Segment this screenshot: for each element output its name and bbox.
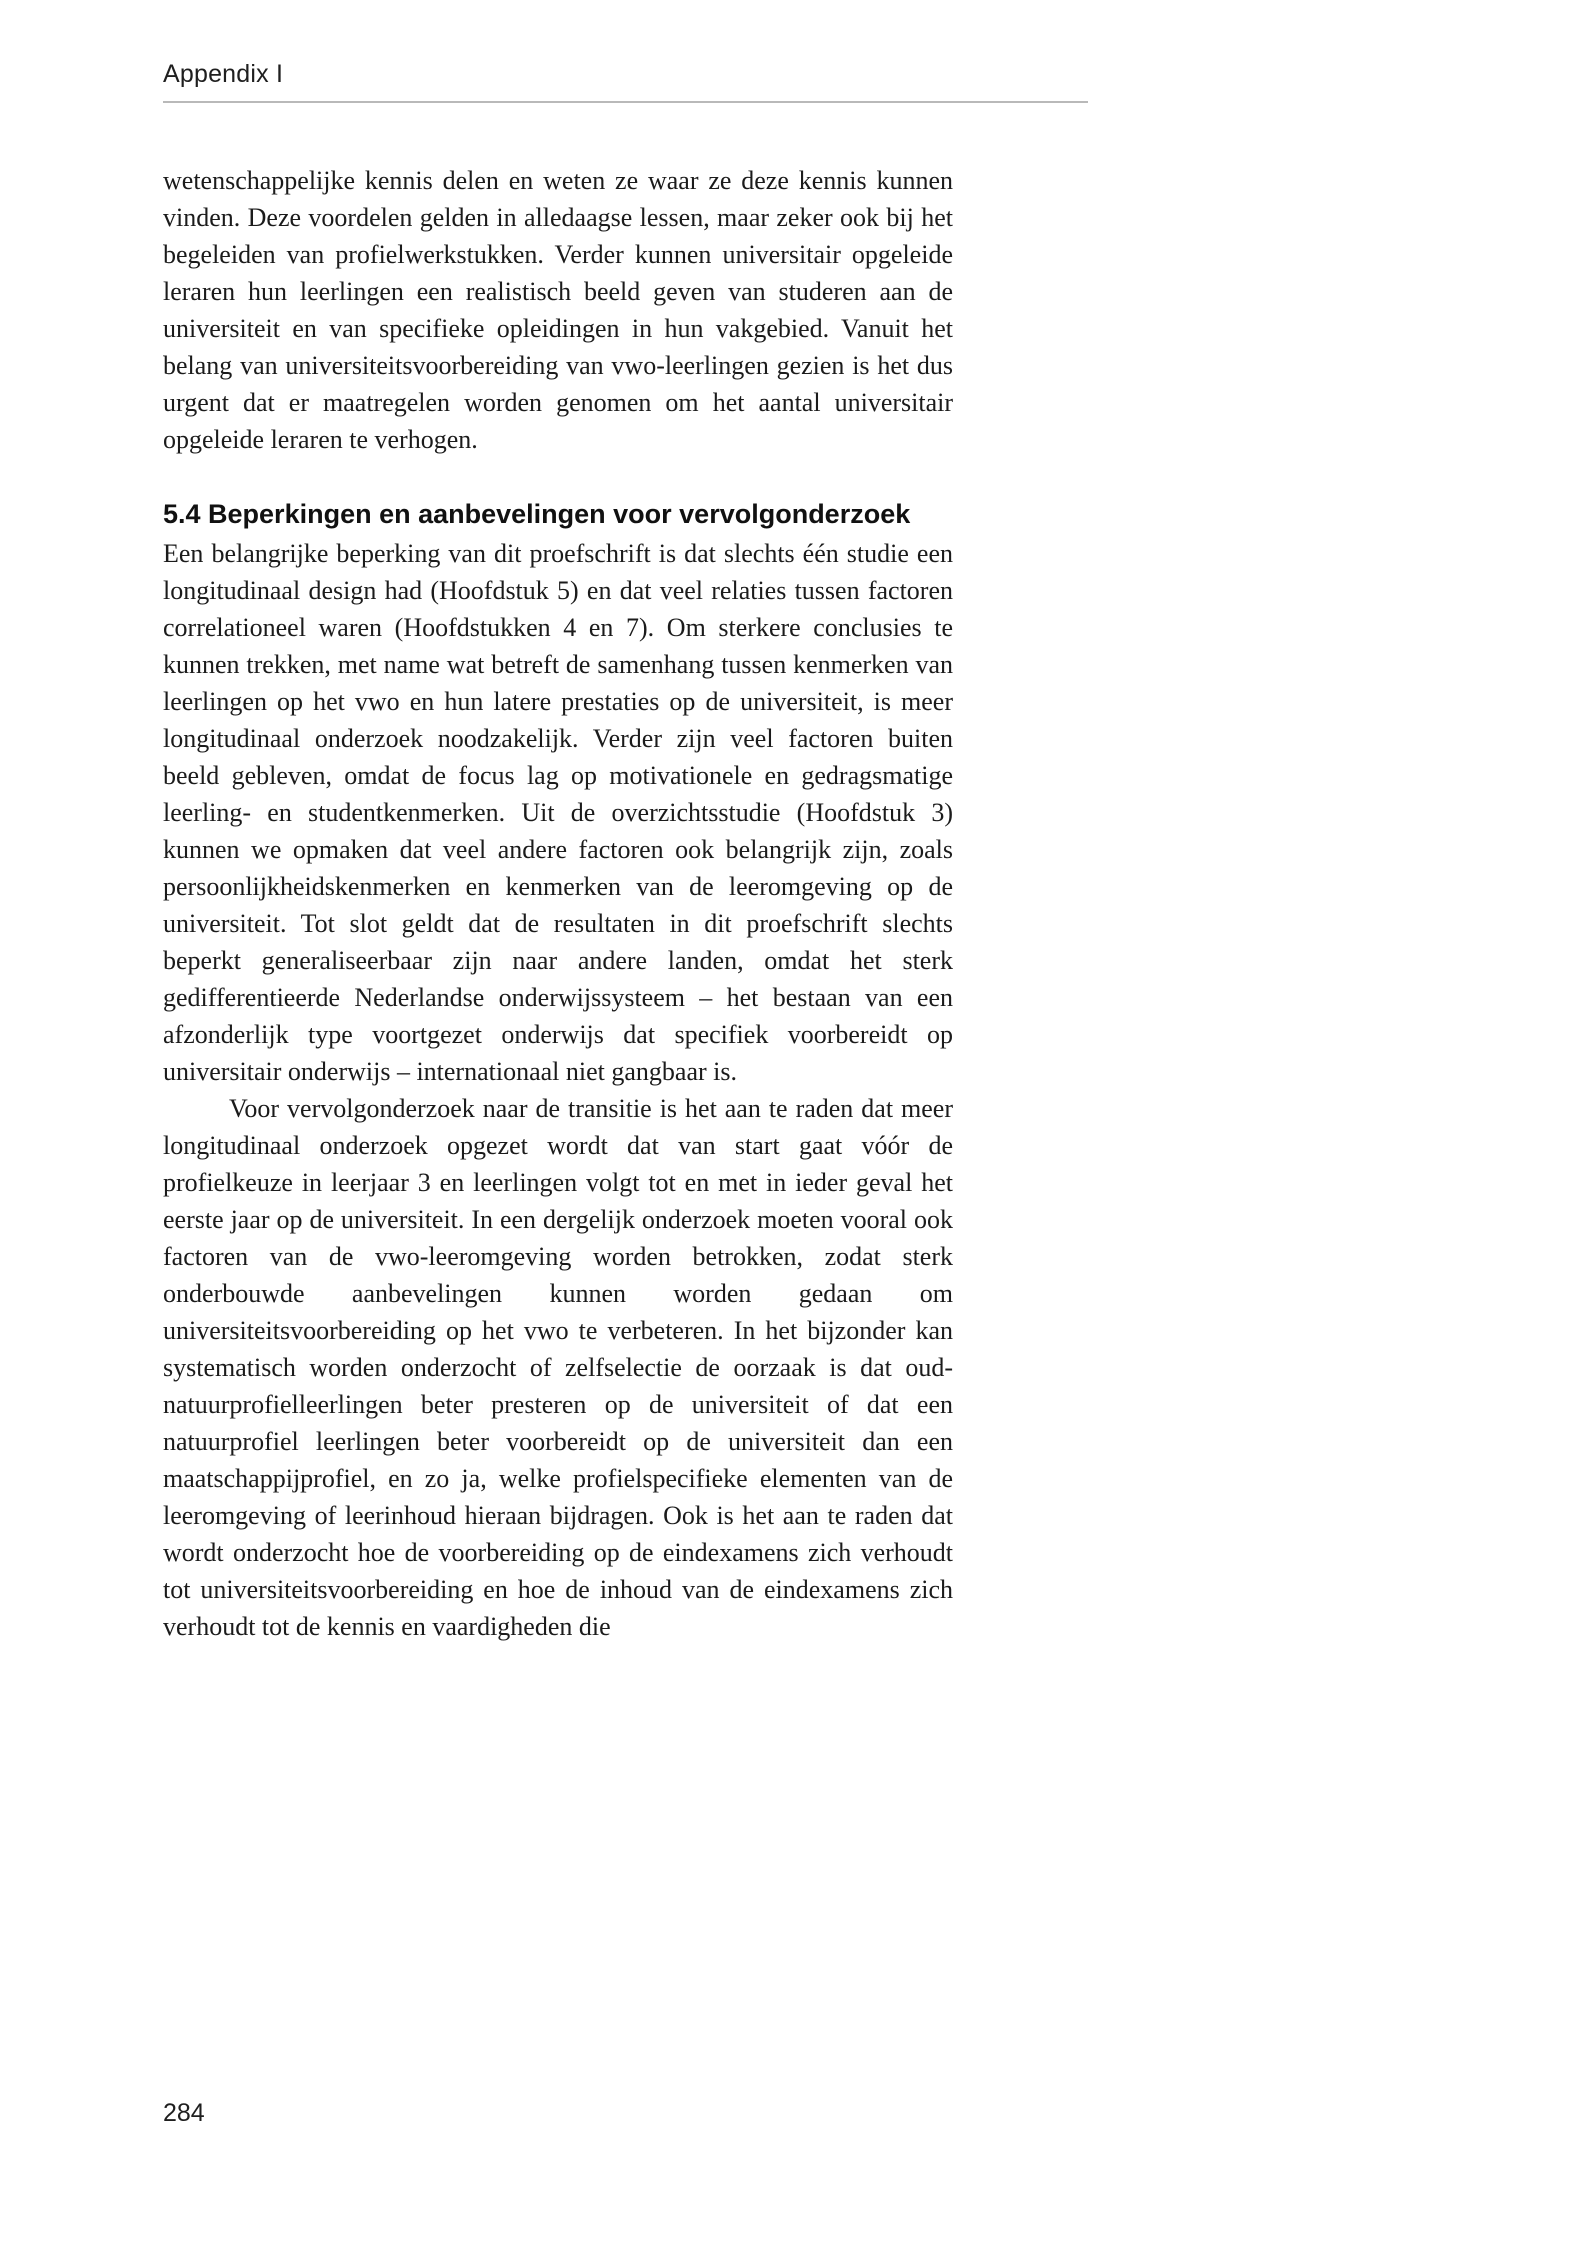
paragraph-intro-continuation: wetenschappelijke kennis delen en weten ze waar ze deze kennis kunnen vinden. Deze voordelen gelden in alledaagse lessen, maar zeker ook bij het begeleiden van profielwerkstukken. Verder kunnen universitair opgeleide leraren hun leerlingen een realistisch beeld geven van studeren aan de universiteit en van specifieke opleidingen in hun vakgebied. Vanuit het belang van universiteitsvoorbereiding van vwo-leerlingen gezien is het dus urgent dat er maatregelen worden genomen om het aantal universitair opgeleide leraren te verhogen. [163,166,953,454]
paragraph-recommendations: Voor vervolgonderzoek naar de transitie is het aan te raden dat meer longitudinaal onderzoek opgezet wordt dat van start gaat vóór de profielkeuze in leerjaar 3 en leerlingen volgt tot en met in ieder geval het eerste jaar op de universiteit. In een dergelijk onderzoek moeten vooral ook factoren van de vwo-leeromgeving worden betrokken, zodat sterk onderbouwde aanbevelingen kunnen worden gedaan om universiteitsvoorbereiding op het vwo te verbeteren. In het bijzonder kan systematisch worden onderzocht of zelfselectie de oorzaak is dat oud-natuurprofielleerlingen beter presteren op de universiteit of dat een natuurprofiel leerlingen beter voorbereidt op de universiteit dan een maatschappijprofiel, en zo ja, welke profielspecifieke elementen van de leeromgeving of leerinhoud hieraan bijdragen. Ook is het aan te raden dat wordt onderzocht hoe de voorbereiding op de eindexamens zich verhoudt tot universiteitsvoorbereiding en hoe de inhoud van de eindexamens zich verhoudt tot de kennis en vaardigheden die [163,1094,953,1641]
page-number: 284 [163,2099,205,2127]
running-header-title: Appendix I [163,60,284,88]
section-heading-5-4: 5.4 Beperkingen en aanbevelingen voor vervolgonderzoek [163,499,911,529]
page-header [163,60,1088,103]
paragraph-limitations: Een belangrijke beperking van dit proefschrift is dat slechts één studie een longitudinaal design had (Hoofdstuk 5) en dat veel relaties tussen factoren correlationeel waren (Hoofdstukken 4 en 7). Om sterkere conclusies te kunnen trekken, met name wat betreft de samenhang tussen kenmerken van leerlingen op het vwo en hun latere prestaties op de universiteit, is meer longitudinaal onderzoek noodzakelijk. Verder zijn veel factoren buiten beeld gebleven, omdat de focus lag op motivationele en gedragsmatige leerling- en studentkenmerken. Uit de overzichtsstudie (Hoofdstuk 3) kunnen we opmaken dat veel andere factoren ook belangrijk zijn, zoals persoonlijkheidskenmerken en kenmerken van de leeromgeving op de universiteit. Tot slot geldt dat de resultaten in dit proefschrift slechts beperkt generaliseerbaar zijn naar andere landen, omdat het sterk gedifferentieerde Nederlandse onderwijssysteem – het bestaan van een afzonderlijk type voortgezet onderwijs dat specifiek voorbereidt op universitair onderwijs – internationaal niet gangbaar is. [163,539,953,1086]
header-rule [163,101,1088,103]
page-content [163,162,953,1645]
